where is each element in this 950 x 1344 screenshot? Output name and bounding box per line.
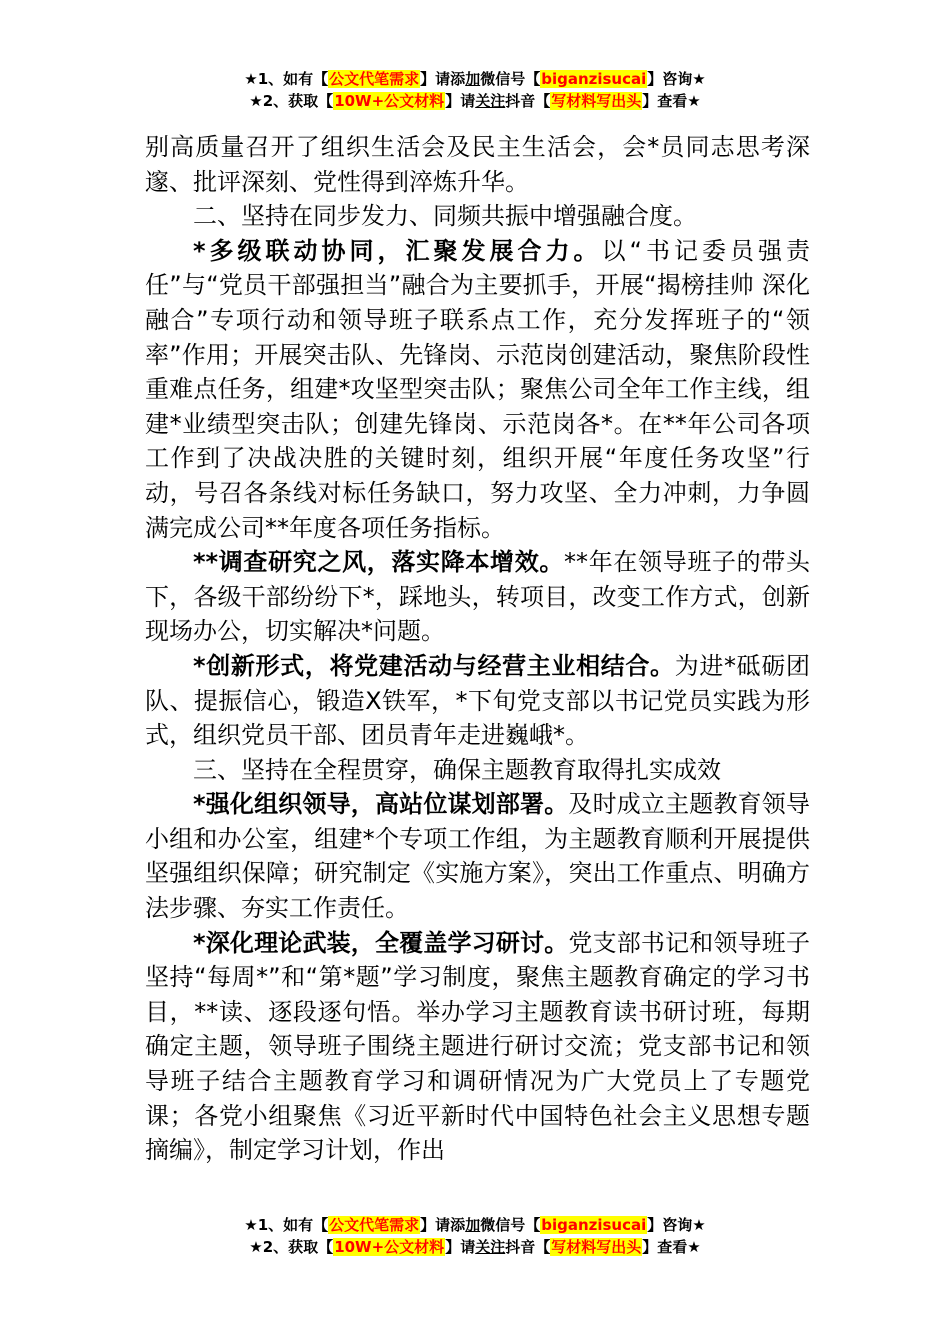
banner-text: 抖音【	[505, 1238, 551, 1256]
banner-underlined: 加	[465, 1216, 481, 1234]
banner-line-1	[0, 68, 950, 90]
banner-text: 】请	[445, 92, 476, 110]
paragraph-lead: **调查研究之风，落实降本增效。	[193, 548, 565, 577]
banner-text: 】咨询★	[647, 70, 706, 88]
banner-highlight: 写材料写出头	[551, 92, 642, 110]
banner-text: 】请添	[420, 1216, 466, 1234]
paragraph-lead: *创新形式，将党建活动与经营主业相结合。	[193, 651, 675, 680]
banner-text: ★2、获取【	[249, 1238, 334, 1256]
paragraph-innovation	[145, 649, 810, 753]
banner-text: 】请添	[420, 70, 466, 88]
paragraph-text: 及时成立主题教育领导小组和办公室，组建*个专项工作组，为主题教育顺利开展提供坚强组织保障；研究制定《实施方案》，突出工作重点、明确方法步骤、夯实工作责任。	[145, 790, 810, 923]
header-banner	[0, 68, 950, 112]
banner-text: 】查看★	[642, 1238, 701, 1256]
paragraph-lead: *多级联动协同，汇聚发展合力。	[193, 236, 602, 265]
banner-underlined: 加	[465, 70, 481, 88]
paragraph-research	[145, 545, 810, 649]
paragraph-leadership	[145, 787, 810, 925]
paragraph-lead: *强化组织领导，高站位谋划部署。	[193, 790, 569, 819]
banner-line-2	[0, 90, 950, 112]
banner-text: 】请	[445, 1238, 476, 1256]
section-heading-2: 二、坚持在同步发力、同频共振中增强融合度。	[193, 202, 697, 231]
banner-line-1	[0, 1214, 950, 1236]
section-heading-3: 三、坚持在全程贯穿，确保主题教育取得扎实成效	[193, 755, 721, 784]
paragraph-text: 党支部书记和领导班子坚持“每周*”和“第*题”学习制度，聚焦主题教育确定的学习书目，**读、逐段逐句悟。举办学习主题教育读书研讨班，每期确定主题，领导班子围绕主题进行研讨交流；党支部书记和领导班子结合主题教育学习和调研情况为广大党员上了专题党课；各党小组聚焦《习近平新时代中国特色社会主义思想专题摘编》，制定学习计划，作出	[145, 928, 810, 1165]
banner-highlight: biganzisucai	[541, 1216, 647, 1234]
banner-highlight: 10W+公文材料	[334, 92, 445, 110]
banner-text: 微信号【	[480, 1216, 541, 1234]
banner-line-2	[0, 1236, 950, 1258]
banner-underlined: 关注	[475, 1238, 506, 1256]
banner-text: 】咨询★	[647, 1216, 706, 1234]
banner-text: ★1、如有【	[244, 70, 329, 88]
banner-highlight: biganzisucai	[541, 70, 647, 88]
banner-text: 】查看★	[642, 92, 701, 110]
banner-highlight: 10W+公文材料	[334, 1238, 445, 1256]
paragraph-text: **年在领导班子的带头下，各级干部纷纷下*，踩地头，转项目，改变工作方式，创新现场办公，切实解决*问题。	[145, 548, 811, 646]
banner-highlight: 写材料写出头	[551, 1238, 642, 1256]
banner-text: ★1、如有【	[244, 1216, 329, 1234]
paragraph-continued: 别高质量召开了组织生活会及民主生活会，会*员同志思考深邃、批评深刻、党性得到淬炼升华。	[145, 133, 810, 196]
paragraph-theory	[145, 926, 810, 1168]
banner-text: ★2、获取【	[249, 92, 334, 110]
banner-text: 微信号【	[480, 70, 541, 88]
banner-underlined: 关注	[475, 92, 506, 110]
paragraph-lead: *深化理论武装，全覆盖学习研讨。	[193, 928, 569, 957]
banner-highlight: 公文代笔需求	[329, 1216, 420, 1234]
paragraph-text: 以“书记委员强责任”与“党员干部强担当”融合为主要抓手，开展“揭榜挂帅 深化融合”专项行动和领导班子联系点工作，充分发挥班子的“领率”作用；开展突击队、先锋岗、示范岗创建活动，聚焦阶段性重难点任务，组建*攻坚型突击队；聚焦公司全年工作主线，组建*业绩型突击队；创建先锋岗、示范岗各*。在**年公司各项工作到了决战决胜的关键时刻，组织开展“年度任务攻坚”行动，号召各条线对标任务缺口，努力攻坚、全力冲刺，力争圆满完成公司**年度各项任务指标。	[145, 236, 810, 542]
paragraph-linkage	[145, 234, 810, 545]
footer-banner	[0, 1214, 950, 1258]
paragraph-text: 为进*砥砺团队、提振信心，锻造X铁军，*下旬党支部以书记党员实践为形式，组织党员干部、团员青年走进巍峨*。	[145, 651, 810, 750]
banner-highlight: 公文代笔需求	[329, 70, 420, 88]
document-body	[145, 130, 810, 1168]
banner-text: 抖音【	[505, 92, 551, 110]
